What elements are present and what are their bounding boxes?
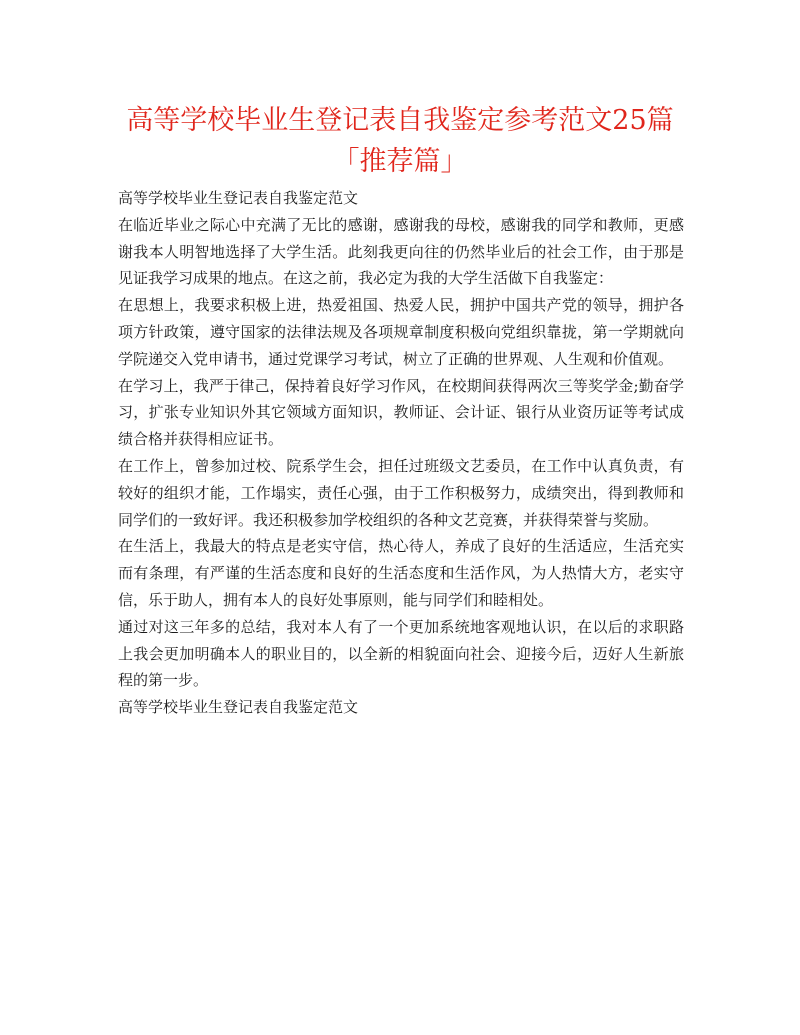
- subheading-repeat: 高等学校毕业生登记表自我鉴定范文: [118, 698, 359, 717]
- paragraph-work: 在工作上，曾参加过校、院系学生会，担任过班级文艺委员，在工作中认真负责，有较好的组织才能，工作塌实，责任心强，由于工作积极努力，成绩突出，得到教师和同学们的一致好评。我还积极参加学校组织的各种文艺竞赛，并获得荣誉与奖励。: [118, 456, 684, 529]
- paragraph-intro: 在临近毕业之际心中充满了无比的感谢，感谢我的母校，感谢我的同学和教师，更感谢我本人明智地选择了大学生活。此刻我更向往的仍然毕业后的社会工作，由于那是见证我学习成果的地点。在这之前，我必定为我的大学生活做下自我鉴定：: [118, 215, 684, 288]
- paragraph-study: 在学习上，我严于律己，保持着良好学习作风，在校期间获得两次三等奖学金;勤奋学习，扩张专业知识外其它领域方面知识，教师证、会计证、银行从业资历证等考试成绩合格并获得相应证书。: [118, 376, 684, 449]
- document-body: [118, 185, 684, 721]
- document-title: 高等学校毕业生登记表自我鉴定参考范文25篇「推荐篇」: [126, 105, 674, 177]
- paragraph-thought: 在思想上，我要求积极上进，热爱祖国、热爱人民，拥护中国共产党的领导，拥护各项方针政策，遵守国家的法律法规及各项规章制度积极向党组织靠拢，第一学期就向学院递交入党申请书，通过党课学习考试，树立了正确的世界观、人生观和价值观。: [118, 296, 684, 368]
- paragraph-summary: 通过对这三年多的总结，我对本人有了一个更加系统地客观地认识，在以后的求职路上我会更加明确本人的职业目的，以全新的相貌面向社会、迎接今后，迈好人生新旅程的第一步。: [118, 617, 684, 690]
- paragraph-life: 在生活上，我最大的特点是老实守信，热心待人，养成了良好的生活适应，生活充实而有条理，有严谨的生活态度和良好的生活态度和生活作风，为人热情大方，老实守信，乐于助人，拥有本人的良好处事原则，能与同学们和睦相处。: [118, 537, 684, 609]
- subheading: 高等学校毕业生登记表自我鉴定范文: [118, 189, 359, 207]
